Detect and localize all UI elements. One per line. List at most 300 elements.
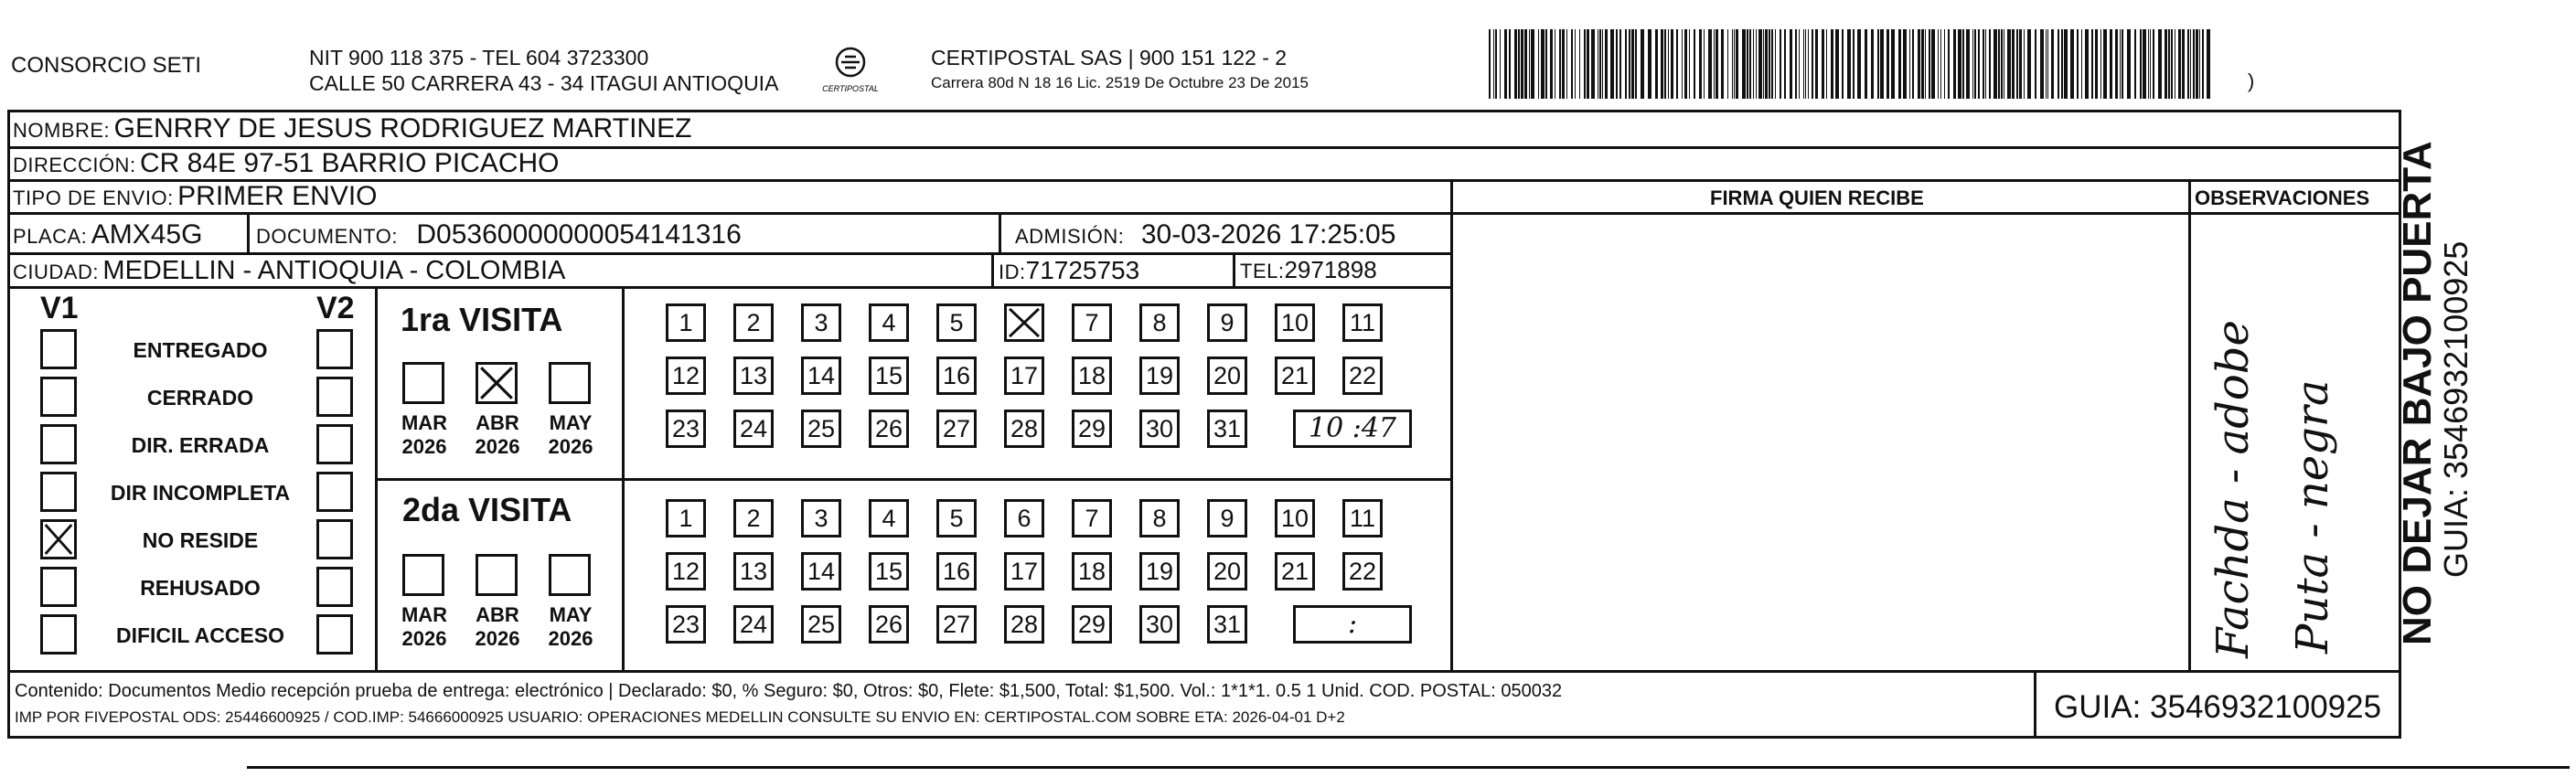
- v2-checkbox[interactable]: [316, 329, 353, 369]
- barcode-bar: [1648, 29, 1651, 99]
- month-checkbox[interactable]: [549, 362, 591, 404]
- barcode-bar: [1559, 29, 1561, 99]
- barcode-bar: [2134, 29, 2136, 99]
- day-cell[interactable]: 28: [1004, 605, 1044, 644]
- barcode-bar: [1676, 29, 1678, 99]
- barcode-bar: [1831, 29, 1833, 99]
- ciudad-value: MEDELLIN - ANTIOQUIA - COLOMBIA: [102, 256, 566, 285]
- check-x-icon: [1007, 306, 1042, 339]
- v1-checkbox[interactable]: [40, 329, 77, 369]
- day-cell[interactable]: 9: [1207, 499, 1247, 538]
- barcode-bar: [1625, 29, 1627, 99]
- barcode-bar: [1550, 29, 1553, 99]
- barcode-bar: [1629, 29, 1630, 99]
- day-cell[interactable]: 19: [1139, 357, 1180, 395]
- visit1-title: 1ra VISITA: [401, 301, 563, 338]
- v2-checkbox[interactable]: [316, 614, 353, 655]
- status-label: DIR INCOMPLETA: [110, 481, 291, 505]
- barcode-bar: [1493, 29, 1494, 99]
- nombre-field: [13, 115, 691, 143]
- day-cell[interactable]: 30: [1139, 410, 1180, 448]
- footer-contents-line: Contenido: Documentos Medio recepción prueba de entrega: electrónico | Declarado: $0, % Seguro: $0, Otros: $0, Flete: $1,500, Total: $1,500. Vol.: 1*1*1. 0.5 1 Unid. COD. POSTAL: 050032: [15, 681, 1563, 701]
- barcode-bar: [1822, 29, 1824, 99]
- barcode-bar: [2019, 29, 2022, 99]
- day-cell[interactable]: 29: [1072, 410, 1112, 448]
- day-cell[interactable]: 26: [869, 410, 909, 448]
- barcode-bar: [2046, 29, 2047, 99]
- day-cell[interactable]: 22: [1342, 552, 1383, 591]
- status-label: DIFICIL ACCESO: [115, 623, 284, 647]
- day-cell[interactable]: 7: [1072, 499, 1112, 538]
- day-cell[interactable]: 19: [1139, 552, 1180, 591]
- barcode-bar: [1514, 29, 1517, 99]
- barcode-bar: [1966, 29, 1970, 99]
- divider: [2034, 670, 2036, 739]
- day-cell[interactable]: 6: [1004, 499, 1044, 538]
- barcode-bar: [1847, 29, 1851, 99]
- divider: [7, 286, 1450, 289]
- barcode-bar: [2024, 29, 2025, 99]
- barcode-bar: [1704, 29, 1705, 99]
- barcode-bar: [1784, 29, 1786, 99]
- month-label: MAY: [549, 603, 593, 626]
- barcode-bar: [1780, 29, 1781, 99]
- barcode-bar: [2035, 29, 2036, 99]
- month-checkbox[interactable]: [476, 362, 518, 404]
- barcode-bar: [1925, 29, 1926, 99]
- day-cell[interactable]: 31: [1207, 410, 1247, 448]
- barcode-bar: [1566, 29, 1567, 99]
- barcode-bar: [1655, 29, 1658, 99]
- barcode-bar: [1775, 29, 1776, 99]
- day-cell[interactable]: 11: [1342, 303, 1383, 342]
- barcode-bar: [1948, 29, 1950, 99]
- barcode-bar: [1835, 29, 1839, 99]
- barcode-bar: [1509, 29, 1511, 99]
- status-label: REHUSADO: [140, 576, 261, 600]
- v1-checkbox[interactable]: [40, 614, 77, 655]
- barcode-bar: [1998, 29, 2000, 99]
- barcode-bar: [1521, 29, 1523, 99]
- v1-checkbox[interactable]: [40, 377, 77, 417]
- barcode-bar: [1538, 29, 1539, 99]
- day-cell[interactable]: 29: [1072, 605, 1112, 644]
- barcode-bar: [1714, 29, 1715, 99]
- observaciones-header: OBSERVACIONES: [2195, 186, 2370, 209]
- barcode-bar: [2187, 29, 2189, 99]
- day-cell[interactable]: 4: [869, 499, 909, 538]
- barcode-bar: [1929, 29, 1930, 99]
- status-label: DIR. ERRADA: [131, 433, 270, 457]
- barcode-bar: [1974, 29, 1976, 99]
- day-cell[interactable]: 15: [869, 357, 909, 395]
- barcode-bar: [1664, 29, 1666, 99]
- day-cell[interactable]: 11: [1342, 499, 1383, 538]
- day-cell[interactable]: 18: [1072, 357, 1112, 395]
- barcode-bar: [1758, 29, 1762, 99]
- barcode-bar: [2058, 29, 2059, 99]
- day-cell[interactable]: 10: [1275, 499, 1315, 538]
- barcode-bar: [1903, 29, 1907, 99]
- barcode-bar: [1616, 29, 1618, 99]
- barcode-bar: [2095, 29, 2098, 99]
- barcode-bar: [1489, 29, 1491, 99]
- barcode-bar: [1529, 29, 1530, 99]
- placa-value: AMX45G: [91, 219, 203, 250]
- barcode-bar: [1769, 29, 1770, 99]
- visit2-title: 2da VISITA: [402, 491, 572, 528]
- barcode-bar: [2012, 29, 2015, 99]
- status-label: ENTREGADO: [133, 338, 268, 362]
- month-checkbox[interactable]: [476, 554, 518, 596]
- barcode-bar: [2064, 29, 2068, 99]
- barcode-bar: [1732, 29, 1733, 99]
- day-cell[interactable]: 17: [1004, 552, 1044, 591]
- id-field: [999, 258, 1139, 283]
- barcode-bar: [1909, 29, 1910, 99]
- day-cell[interactable]: 27: [936, 605, 977, 644]
- v1-checkbox[interactable]: [40, 519, 77, 559]
- barcode-bar: [2100, 29, 2101, 99]
- divider: [999, 212, 1001, 252]
- barcode-bar: [1993, 29, 1997, 99]
- day-cell[interactable]: 23: [666, 605, 706, 644]
- barcode-bar: [2091, 29, 2093, 99]
- day-cell[interactable]: 21: [1275, 552, 1315, 591]
- day-cell[interactable]: 20: [1207, 357, 1247, 395]
- v2-checkbox[interactable]: [316, 567, 353, 607]
- day-cell[interactable]: [1004, 303, 1044, 342]
- barcode-bar: [1591, 29, 1595, 99]
- address-line: CALLE 50 CARRERA 43 - 34 ITAGUI ANTIOQUIA: [309, 71, 779, 95]
- barcode-bar: [1765, 29, 1768, 99]
- barcode-bar: [1944, 29, 1945, 99]
- bottom-rule: [247, 766, 2570, 769]
- day-cell[interactable]: 22: [1342, 357, 1383, 395]
- nit-line: NIT 900 118 375 - TEL 604 3723300: [309, 46, 649, 69]
- direccion-label: DIRECCIÓN:: [13, 154, 136, 176]
- barcode-bar: [1756, 29, 1757, 99]
- day-cell[interactable]: 3: [801, 499, 841, 538]
- barcode-bar: [1671, 29, 1673, 99]
- divider: [7, 212, 2401, 215]
- barcode-bar: [2190, 29, 2191, 99]
- day-cell[interactable]: 13: [733, 357, 774, 395]
- divider: [247, 212, 250, 252]
- barcode-bar: [2148, 29, 2149, 99]
- barcode-bar: [1661, 29, 1663, 99]
- barcode-bar: [2077, 29, 2079, 99]
- barcode-bar: [1747, 29, 1748, 99]
- barcode-bar: [2207, 29, 2210, 99]
- barcode-bar: [1842, 29, 1844, 99]
- day-cell[interactable]: 31: [1207, 605, 1247, 644]
- no-dejar-bajo-puerta: NO DEJAR BAJO PUERTA: [2395, 141, 2440, 645]
- divider: [2188, 212, 2401, 215]
- v1-checkbox[interactable]: [40, 567, 77, 607]
- barcode-bar: [1962, 29, 1964, 99]
- v2-checkbox[interactable]: [316, 377, 353, 417]
- barcode-bar: [2051, 29, 2054, 99]
- day-cell[interactable]: 13: [733, 552, 774, 591]
- barcode-bar: [1812, 29, 1813, 99]
- firma-header: FIRMA QUIEN RECIBE: [1710, 186, 1924, 209]
- day-cell[interactable]: 25: [801, 410, 841, 448]
- barcode-bar: [1736, 29, 1738, 99]
- tipo-label: TIPO DE ENVIO:: [13, 186, 174, 209]
- direccion-value: CR 84E 97-51 BARRIO PICACHO: [140, 148, 560, 178]
- day-cell[interactable]: 14: [801, 357, 841, 395]
- barcode-bar: [1771, 29, 1773, 99]
- barcode-bar: [1898, 29, 1901, 99]
- barcode-bar: [1708, 29, 1712, 99]
- v1-label: V1: [40, 291, 79, 325]
- documento-field: [256, 221, 742, 249]
- tel-value: 2971898: [1284, 256, 1377, 283]
- barcode-bar: [2001, 29, 2003, 99]
- barcode-bar: [2122, 29, 2123, 99]
- year-label: 2026: [475, 627, 520, 650]
- barcode-bar: [2047, 29, 2048, 99]
- day-cell[interactable]: 2: [733, 499, 774, 538]
- documento-label: DOCUMENTO:: [256, 225, 398, 248]
- day-cell[interactable]: 9: [1207, 303, 1247, 342]
- month-label: ABR: [476, 411, 519, 434]
- check-x-icon: [478, 365, 515, 401]
- barcode-bar: [1524, 29, 1527, 99]
- placa-label: PLACA:: [13, 225, 88, 248]
- barcode-bar: [1912, 29, 1914, 99]
- year-label: 2026: [548, 627, 593, 650]
- tipo-value: PRIMER ENVIO: [177, 181, 378, 211]
- barcode-bar: [1921, 29, 1924, 99]
- barcode-bar: [1795, 29, 1797, 99]
- day-cell[interactable]: 4: [869, 303, 909, 342]
- day-cell[interactable]: 12: [666, 357, 706, 395]
- barcode-bar: [1545, 29, 1547, 99]
- barcode-bar: [2103, 29, 2107, 99]
- footer-imp-line: IMP POR FIVEPOSTAL ODS: 25446600925 / COD.IMP: 54666000925 USUARIO: OPERACIONES MEDELLIN CONSULTE SU ENVIO EN: CERTIPOSTAL.COM SOBRE ETA: 2026-04-01 D+2: [15, 708, 1345, 726]
- divider: [1233, 252, 1235, 286]
- barcode-bar: [1803, 29, 1804, 99]
- barcode-bar: [2127, 29, 2131, 99]
- barcode-bar: [1931, 29, 1935, 99]
- barcode-bar: [1972, 29, 1973, 99]
- v1-checkbox[interactable]: [40, 424, 77, 464]
- day-cell[interactable]: 8: [1139, 499, 1180, 538]
- barcode-bar: [1684, 29, 1687, 99]
- observaciones-handwriting-2: Puta - negra: [2287, 379, 2338, 654]
- barcode-bar: [1500, 29, 1501, 99]
- ciudad-label: CIUDAD:: [13, 261, 99, 283]
- barcode-bar: [2202, 29, 2204, 99]
- year-label: 2026: [401, 627, 447, 650]
- v2-checkbox[interactable]: [316, 472, 353, 512]
- barcode-bar: [2193, 29, 2195, 99]
- barcode-bar: [2153, 29, 2154, 99]
- barcode-bar: [1753, 29, 1754, 99]
- barcode-bar: [1815, 29, 1818, 99]
- day-cell[interactable]: 17: [1004, 357, 1044, 395]
- day-cell[interactable]: 21: [1275, 357, 1315, 395]
- observaciones-handwriting-1: Fachda - adobe: [2207, 320, 2259, 658]
- day-cell[interactable]: 30: [1139, 605, 1180, 644]
- sender-name: CONSORCIO SETI: [11, 53, 202, 78]
- day-cell[interactable]: 28: [1004, 410, 1044, 448]
- vertical-guia: GUIA: 3546932100925: [2437, 240, 2474, 578]
- divider: [2188, 179, 2191, 670]
- barcode-bar: [1571, 29, 1573, 99]
- id-label: ID:: [999, 261, 1026, 283]
- barcode-bar: [1763, 29, 1764, 99]
- nombre-label: NOMBRE:: [13, 119, 111, 142]
- barcode-bar: [1619, 29, 1621, 99]
- barcode-bar: [1790, 29, 1792, 99]
- barcode-bar: [1989, 29, 1991, 99]
- day-cell[interactable]: 25: [801, 605, 841, 644]
- barcode-bar: [2150, 29, 2151, 99]
- barcode-bar: [2081, 29, 2082, 99]
- barcode-bar: [2040, 29, 2044, 99]
- day-cell[interactable]: 5: [936, 499, 977, 538]
- barcode-bar: [1734, 29, 1735, 99]
- barcode-bar: [1584, 29, 1586, 99]
- day-cell[interactable]: 14: [801, 552, 841, 591]
- barcode-bar: [2070, 29, 2074, 99]
- barcode-bar: [1985, 29, 1986, 99]
- barcode-bar: [1853, 29, 1855, 99]
- barcode-bar: [1721, 29, 1724, 99]
- svg-text:CERTIPOSTAL: CERTIPOSTAL: [822, 84, 879, 93]
- tipo-envio-field: [13, 183, 378, 210]
- divider: [991, 252, 994, 286]
- barcode-bar: [1579, 29, 1580, 99]
- divider: [7, 670, 2401, 673]
- month-label: MAR: [401, 603, 448, 626]
- license-line: Carrera 80d N 18 16 Lic. 2519 De Octubre 23 De 2015: [931, 74, 1309, 91]
- barcode-bar: [1953, 29, 1956, 99]
- barcode-bar: [2110, 29, 2112, 99]
- direccion-field: [13, 150, 560, 177]
- barcode-bar: [1877, 29, 1879, 99]
- barcode-bar: [1808, 29, 1809, 99]
- certipostal-logo: [814, 42, 887, 99]
- day-cell[interactable]: 10: [1275, 303, 1315, 342]
- month-checkbox[interactable]: [402, 554, 444, 596]
- barcode-bar: [1575, 29, 1576, 99]
- barcode-bar: [1605, 29, 1608, 99]
- barcode-bar: [1541, 29, 1545, 99]
- admision-field: [1015, 221, 1395, 249]
- barcode-bar: [2061, 29, 2063, 99]
- barcode-bar: [2199, 29, 2200, 99]
- day-cell[interactable]: 8: [1139, 303, 1180, 342]
- barcode-bar: [1918, 29, 1920, 99]
- barcode-bar: [1938, 29, 1939, 99]
- day-cell[interactable]: 1: [666, 499, 706, 538]
- month-checkbox[interactable]: [549, 554, 591, 596]
- ciudad-field: [13, 258, 565, 284]
- id-value: 71725753: [1025, 256, 1140, 284]
- barcode-bar: [1682, 29, 1683, 99]
- barcode-bar: [1635, 29, 1637, 99]
- barcode-bar: [1940, 29, 1941, 99]
- barcode-bar: [2196, 29, 2198, 99]
- day-cell[interactable]: 26: [869, 605, 909, 644]
- tel-label: TEL:: [1240, 260, 1285, 282]
- barcode-bar: [1826, 29, 1827, 99]
- v2-checkbox[interactable]: [316, 519, 353, 559]
- day-cell[interactable]: 24: [733, 605, 774, 644]
- barcode-bar: [1668, 29, 1669, 99]
- company-line: CERTIPOSTAL SAS | 900 151 122 - 2: [931, 46, 1288, 69]
- year-label: 2026: [548, 435, 593, 458]
- barcode-icon: [1489, 29, 2218, 99]
- day-cell[interactable]: 18: [1072, 552, 1112, 591]
- barcode-bar: [2115, 29, 2118, 99]
- placa-field: [13, 221, 202, 249]
- day-cell[interactable]: 5: [936, 303, 977, 342]
- day-cell[interactable]: 23: [666, 410, 706, 448]
- v2-label: V2: [316, 291, 355, 325]
- barcode-bar: [2158, 29, 2162, 99]
- day-cell[interactable]: 3: [801, 303, 841, 342]
- day-cell[interactable]: 7: [1072, 303, 1112, 342]
- barcode-bar: [2171, 29, 2173, 99]
- day-cell[interactable]: 16: [936, 552, 977, 591]
- barcode-bar: [1871, 29, 1874, 99]
- barcode-bar: [1891, 29, 1895, 99]
- barcode-bar: [2007, 29, 2011, 99]
- day-cell[interactable]: 27: [936, 410, 977, 448]
- admision-label: ADMISIÓN:: [1015, 225, 1125, 248]
- barcode-bar: [1641, 29, 1644, 99]
- day-cell[interactable]: 1: [666, 303, 706, 342]
- divider: [375, 478, 1450, 481]
- documento-value: D05360000000054141316: [416, 219, 742, 250]
- barcode-bar: [1742, 29, 1746, 99]
- v1-checkbox[interactable]: [40, 472, 77, 512]
- trailing-mark: ): [2248, 69, 2255, 92]
- time-field[interactable]: 10 :47: [1293, 410, 1412, 448]
- barcode-bar: [1504, 29, 1507, 99]
- day-cell[interactable]: 12: [666, 552, 706, 591]
- v2-checkbox[interactable]: [316, 424, 353, 464]
- nombre-value: GENRRY DE JESUS RODRIGUEZ MARTINEZ: [113, 113, 692, 144]
- barcode-bar: [1865, 29, 1867, 99]
- month-label: MAY: [549, 411, 593, 434]
- barcode-bar: [2164, 29, 2167, 99]
- time-field[interactable]: :: [1293, 605, 1412, 644]
- barcode-bar: [2178, 29, 2181, 99]
- barcode-bar: [2140, 29, 2142, 99]
- day-cell[interactable]: 24: [733, 410, 774, 448]
- month-checkbox[interactable]: [402, 362, 444, 404]
- tel-field: [1240, 258, 1377, 282]
- month-label: ABR: [476, 603, 519, 626]
- barcode-bar: [1880, 29, 1884, 99]
- check-x-icon: [43, 522, 74, 557]
- day-cell[interactable]: 16: [936, 357, 977, 395]
- barcode-bar: [1699, 29, 1702, 99]
- barcode-bar: [1805, 29, 1806, 99]
- day-cell[interactable]: 20: [1207, 552, 1247, 591]
- admision-value: 30-03-2026 17:25:05: [1140, 219, 1396, 250]
- day-cell[interactable]: 15: [869, 552, 909, 591]
- day-cell[interactable]: 2: [733, 303, 774, 342]
- barcode-bar: [1587, 29, 1589, 99]
- barcode-bar: [2027, 29, 2031, 99]
